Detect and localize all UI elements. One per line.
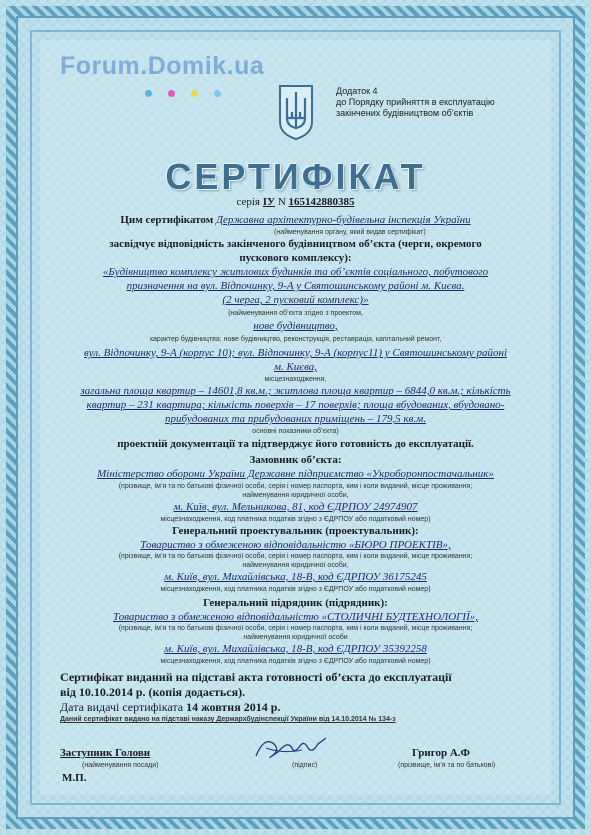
signatory-position: Заступник Голови (60, 747, 151, 759)
addendum-note (336, 86, 495, 119)
contractor-address: м. Київ, вул. Михайлівська, 18-В, код ЄДРПОУ 35392258 (164, 643, 427, 655)
contractor-heading: Генеральний підрядник (підрядник): (203, 597, 388, 609)
object-caption: (найменування об’єкта згідно з проектом, (228, 310, 363, 317)
designer-caption-3: місцезнаходження, код платника податків згідно з ЄДРПОУ або податковий номер) (160, 586, 431, 593)
addendum-line: Додаток 4 (336, 86, 378, 96)
indicators-line-3: прибудованих та прибудованих приміщень – 179,5 кв.м. (165, 413, 426, 425)
watermark-dot (191, 90, 198, 97)
certificate-title: СЕРТИФІКАТ (165, 156, 426, 197)
watermark-dot (168, 90, 175, 97)
watermark-dot (214, 90, 221, 97)
issuer-intro: Цим сертифікатом (120, 214, 214, 226)
issue-date-value: 14 жовтня 2014 р. (186, 700, 281, 714)
contractor-caption-2: найменування юридичної особи (243, 634, 348, 641)
addendum-line: до Порядку прийняття в експлуатацію (336, 97, 495, 107)
indicators-caption: основні показники об’єкта) (252, 428, 339, 435)
position-caption: (найменування посади) (82, 762, 159, 769)
confirms-line: проектній документації та підтверджує його готовність до експлуатації. (117, 438, 474, 450)
location-caption: місцезнаходження, (264, 376, 327, 383)
customer-caption-2: найменування юридичної особи, (242, 492, 349, 499)
designer-heading: Генеральний проектувальник (проектувальник): (172, 525, 419, 537)
number-label: N (277, 196, 286, 208)
issue-date-line (60, 700, 280, 715)
location-line-1: вул. Відпочинку, 9-А (корпус 10); вул. Відпочинку, 9-А (корпус11) у Святошинському районі (83, 347, 508, 359)
contractor-name: Товариство з обмеженою відповідальністю «СТОЛИЧНІ БУДТЕХНОЛОГІЇ», (113, 611, 478, 623)
issuer-caption: (найменування органу, який видав сертифікат) (274, 229, 426, 236)
stamp-abbr: М.П. (62, 772, 87, 784)
customer-heading: Замовник об’єкта: (249, 454, 342, 466)
signature-caption: (підпис) (292, 762, 318, 769)
series-label: серія (236, 196, 260, 208)
certifies-line-1: засвідчує відповідність закінченого будівництвом об’єкта (черги, окремого (109, 238, 482, 250)
object-line-1: «Будівництво комплексу житлових будинків та об’єктів соціального, побутового (102, 266, 489, 278)
watermark-dots (145, 90, 221, 97)
name-caption: (прізвище, ім’я та по батькові) (398, 762, 496, 769)
construction-type: нове будівництво, (253, 320, 338, 332)
issuer-name: Державна архітектурно-будівельна інспекція України (215, 214, 471, 226)
watermark-dot (145, 90, 152, 97)
signatory-name: Григор А.Ф (412, 747, 470, 759)
customer-caption-3: місцезнаходження, код платника податків згідно з ЄДРПОУ або податковий номер) (160, 516, 431, 523)
customer-caption-1: (прізвище, ім’я та по батькові фізичної особи, серія і номер паспорта, ким і коли виданий, місце проживання; (118, 483, 473, 490)
object-line-3: (2 черга, 2 пусковий комплекс)» (222, 294, 369, 306)
site-watermark: Forum.Domik.ua (60, 52, 265, 80)
customer-name: Міністерство оборони України Державне підприємство «Укроборонпостачальник» (97, 468, 494, 480)
issued-basis-line-1: Сертифікат виданий на підставі акта готовності об’єкта до експлуатації (60, 670, 452, 684)
series-line (0, 196, 591, 208)
object-line-2: призначення на вул. Відпочинку, 9-А у Святошинському районі м. Києва. (126, 280, 465, 292)
trident-emblem-icon (276, 84, 316, 140)
issuer-line (0, 214, 591, 226)
signature-mark (252, 726, 332, 766)
order-note: Даний сертифікат видано на підставі наказу Держархбудінспекції України від 14.10.2014 № 134-з (60, 716, 396, 723)
construction-type-caption: характер будівництва: нове будівництво, реконструкція, реставрація, капітальний ремонт, (149, 336, 442, 343)
issued-basis-line-2: від 10.10.2014 р. (копія додається). (60, 685, 246, 699)
contractor-caption-1: (прізвище, ім’я та по батькові фізичної особи, серія і номер паспорта, ким і коли виданий, місце проживання; (118, 625, 473, 632)
issue-date-label: Дата видачі сертифіката (60, 700, 184, 714)
indicators-line-1: загальна площа квартир – 14601,8 кв.м.; житлова площа квартир – 6844,0 кв.м.; кількість (80, 385, 511, 397)
contractor-caption-3: місцезнаходження, код платника податків згідно з ЄДРПОУ або податковий номер) (160, 658, 431, 665)
designer-address: м. Київ, вул. Михайлівська, 18-В, код ЄДРПОУ 36175245 (164, 571, 427, 583)
addendum-line: закінчених будівництвом об’єктів (336, 108, 474, 118)
designer-name: Товариство з обмеженою відповідальністю «БЮРО ПРОЕКТІВ», (140, 539, 451, 551)
certifies-line-2: пускового комплексу): (239, 252, 352, 264)
series-number: 165142880385 (288, 196, 355, 208)
customer-address: м. Київ, вул. Мельникова, 81, код ЄДРПОУ 24974907 (173, 501, 418, 513)
series-value: IУ (262, 196, 276, 208)
designer-caption-2: найменування юридичної особи, (242, 562, 349, 569)
designer-caption-1: (прізвище, ім’я та по батькові фізичної особи, серія і номер паспорта, ким і коли виданий, місце проживання; (118, 553, 473, 560)
indicators-line-2: квартир – 231 квартира; кількість поверхів – 17 поверхів; площа вбудованих, вбудовано- (86, 399, 505, 411)
location-line-2: м. Києва, (273, 361, 318, 373)
